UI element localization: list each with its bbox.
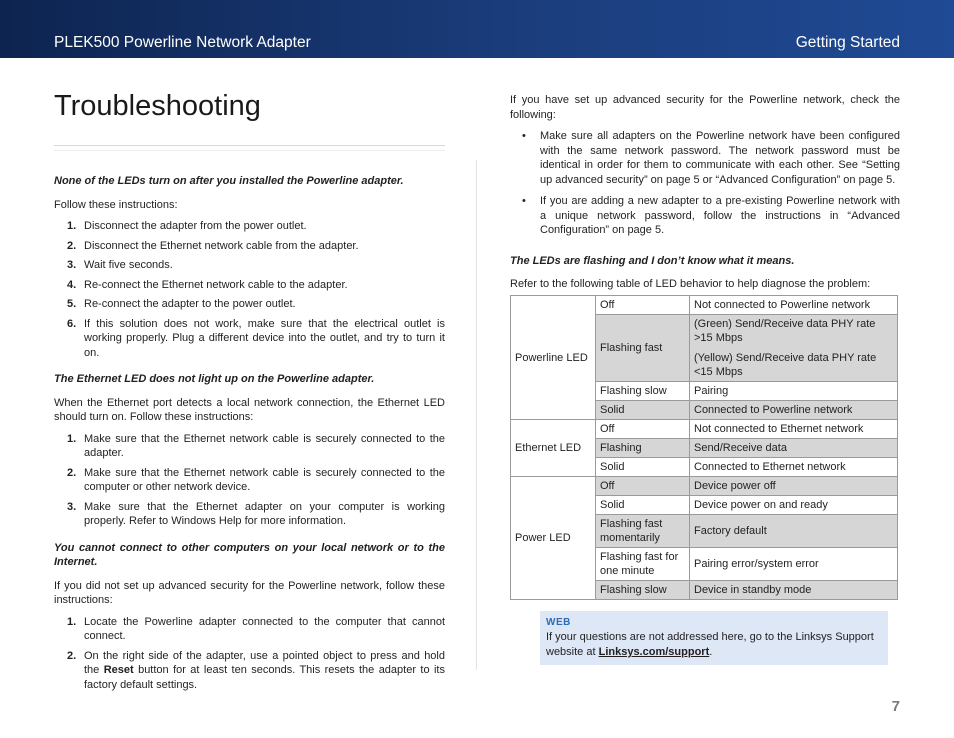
- step-number: 4.: [67, 278, 77, 291]
- list-item: [54, 219, 445, 234]
- list-item: [54, 239, 445, 254]
- led-description: Send/Receive data: [690, 439, 898, 458]
- steps-list: [54, 615, 445, 693]
- right-column: [510, 93, 900, 299]
- step-number: 2.: [67, 649, 77, 662]
- web-callout-label: WEB: [546, 617, 571, 628]
- step-number: 1.: [67, 220, 77, 232]
- list-item: [54, 317, 445, 361]
- led-state: Flashing fast momentarily: [596, 515, 690, 548]
- list-item: [54, 278, 445, 293]
- led-description-line: (Green) Send/Receive data PHY rate >15 Mbps: [694, 318, 876, 344]
- led-state: Flashing: [596, 439, 690, 458]
- list-item: [54, 258, 445, 273]
- step-number: 1.: [67, 432, 77, 445]
- step-number: 5.: [67, 298, 77, 310]
- step-number: 2.: [67, 239, 77, 252]
- list-item: [510, 129, 900, 187]
- step-number: 3.: [67, 259, 77, 271]
- steps-list: [54, 219, 445, 360]
- title-divider: [54, 145, 445, 146]
- list-item: [510, 194, 900, 238]
- led-group-power: Power LED: [511, 477, 596, 600]
- section-heading: The Ethernet LED does not light up on the Powerline adapter.: [54, 373, 375, 385]
- led-description: Not connected to Powerline network: [690, 296, 898, 315]
- led-description: Device in standby mode: [690, 581, 898, 600]
- bullet-list: [510, 129, 900, 238]
- led-table: [510, 295, 898, 600]
- section-name: Getting Started: [795, 34, 900, 51]
- bullet-text: Make sure all adapters on the Powerline network have been configured with the same network password. The network password must be identical in order for them to communicate with each other. See “Setting up advanced security” on page 5 or “Advanced Configuration” on page 5.: [540, 130, 900, 186]
- table-row: [511, 296, 898, 315]
- step-text: Re-connect the adapter to the power outlet.: [84, 298, 296, 310]
- step-text: If this solution does not work, make sure that the electrical outlet is working properly. Plug a different device into the outlet, and try to turn it on.: [84, 317, 445, 359]
- led-state: Flashing slow: [596, 382, 690, 401]
- page-header: [0, 0, 954, 58]
- led-description: [690, 315, 898, 382]
- web-callout-end: .: [709, 646, 713, 658]
- section-intro: Refer to the following table of LED behavior to help diagnose the problem:: [510, 278, 871, 290]
- led-description: Not connected to Ethernet network: [690, 420, 898, 439]
- list-item: [54, 432, 445, 461]
- table-row: [511, 477, 898, 496]
- step-text: Locate the Powerline adapter connected to the computer that cannot connect.: [84, 615, 445, 642]
- section-heading: You cannot connect to other computers on your local network or to the Internet.: [54, 541, 445, 568]
- bullet-text: If you are adding a new adapter to a pre-existing Powerline network with a unique network password, follow the instructions in “Advanced Configuration” on page 5.: [540, 195, 900, 236]
- step-text: On the right side of the adapter, use a pointed object to press and hold the: [84, 649, 445, 676]
- step-number: 3.: [67, 500, 77, 513]
- step-text: Wait five seconds.: [84, 259, 173, 271]
- list-item: [54, 649, 445, 693]
- left-column: [54, 174, 445, 704]
- table-row: [511, 420, 898, 439]
- step-number: 2.: [67, 466, 77, 479]
- section-intro: When the Ethernet port detects a local network connection, the Ethernet LED should turn on. Follow these instructions:: [54, 396, 445, 423]
- section-heading: The LEDs are flashing and I don’t know what it means.: [510, 254, 795, 267]
- page-number: 7: [891, 698, 900, 715]
- section-intro: Follow these instructions:: [54, 198, 178, 211]
- section-intro: If you did not set up advanced security for the Powerline network, follow these instructions:: [54, 579, 445, 606]
- support-link[interactable]: Linksys.com/support: [598, 646, 710, 658]
- column-divider: [476, 160, 477, 670]
- web-callout-line: If your questions are not addressed here, go to the Linksys Support website at: [546, 631, 874, 658]
- led-state: Off: [596, 420, 690, 439]
- step-text: Disconnect the adapter from the power outlet.: [84, 220, 307, 232]
- led-description: Pairing error/system error: [690, 548, 898, 581]
- led-description: Connected to Ethernet network: [690, 458, 898, 477]
- led-state: Off: [596, 296, 690, 315]
- bullet-icon: •: [522, 130, 526, 142]
- led-state: Solid: [596, 401, 690, 420]
- step-text: Make sure that the Ethernet adapter on your computer is working properly. Refer to Windows Help for more information.: [84, 500, 445, 527]
- section-heading: None of the LEDs turn on after you installed the Powerline adapter.: [54, 175, 404, 187]
- led-description: Device power on and ready: [690, 496, 898, 515]
- page-title: Troubleshooting: [54, 90, 261, 122]
- web-callout-text: [546, 630, 882, 660]
- led-state: Flashing fast for one minute: [596, 548, 690, 581]
- section-intro: If you have set up advanced security for the Powerline network, check the following:: [510, 94, 900, 121]
- reset-label: Reset: [103, 664, 134, 676]
- steps-list: [54, 432, 445, 529]
- led-state: Flashing slow: [596, 581, 690, 600]
- led-description: Factory default: [690, 515, 898, 548]
- step-text: button for at least ten seconds. This resets the adapter to its factory default settings.: [84, 664, 445, 691]
- web-callout: [540, 611, 888, 665]
- led-description: Connected to Powerline network: [690, 401, 898, 420]
- step-text: Make sure that the Ethernet network cable is securely connected to the adapter.: [84, 432, 445, 459]
- list-item: [54, 466, 445, 495]
- title-divider-secondary: [54, 150, 445, 151]
- led-state: Off: [596, 477, 690, 496]
- led-state: Flashing fast: [596, 315, 690, 382]
- led-description-line: (Yellow) Send/Receive data PHY rate <15 Mbps: [694, 352, 877, 378]
- step-number: 1.: [67, 615, 77, 628]
- step-text: Disconnect the Ethernet network cable from the adapter.: [84, 239, 359, 252]
- list-item: [54, 500, 445, 529]
- led-state: Solid: [596, 458, 690, 477]
- led-group-ethernet: Ethernet LED: [511, 420, 596, 477]
- step-number: 6.: [67, 317, 77, 330]
- bullet-icon: •: [522, 195, 526, 207]
- led-description: Device power off: [690, 477, 898, 496]
- product-name: PLEK500 Powerline Network Adapter: [54, 34, 311, 51]
- led-group-powerline: Powerline LED: [511, 296, 596, 420]
- step-text: Re-connect the Ethernet network cable to the adapter.: [84, 278, 348, 291]
- list-item: [54, 297, 445, 312]
- led-state: Solid: [596, 496, 690, 515]
- step-text: Make sure that the Ethernet network cable is securely connected to the computer or other network device.: [84, 466, 445, 493]
- list-item: [54, 615, 445, 644]
- led-description: Pairing: [690, 382, 898, 401]
